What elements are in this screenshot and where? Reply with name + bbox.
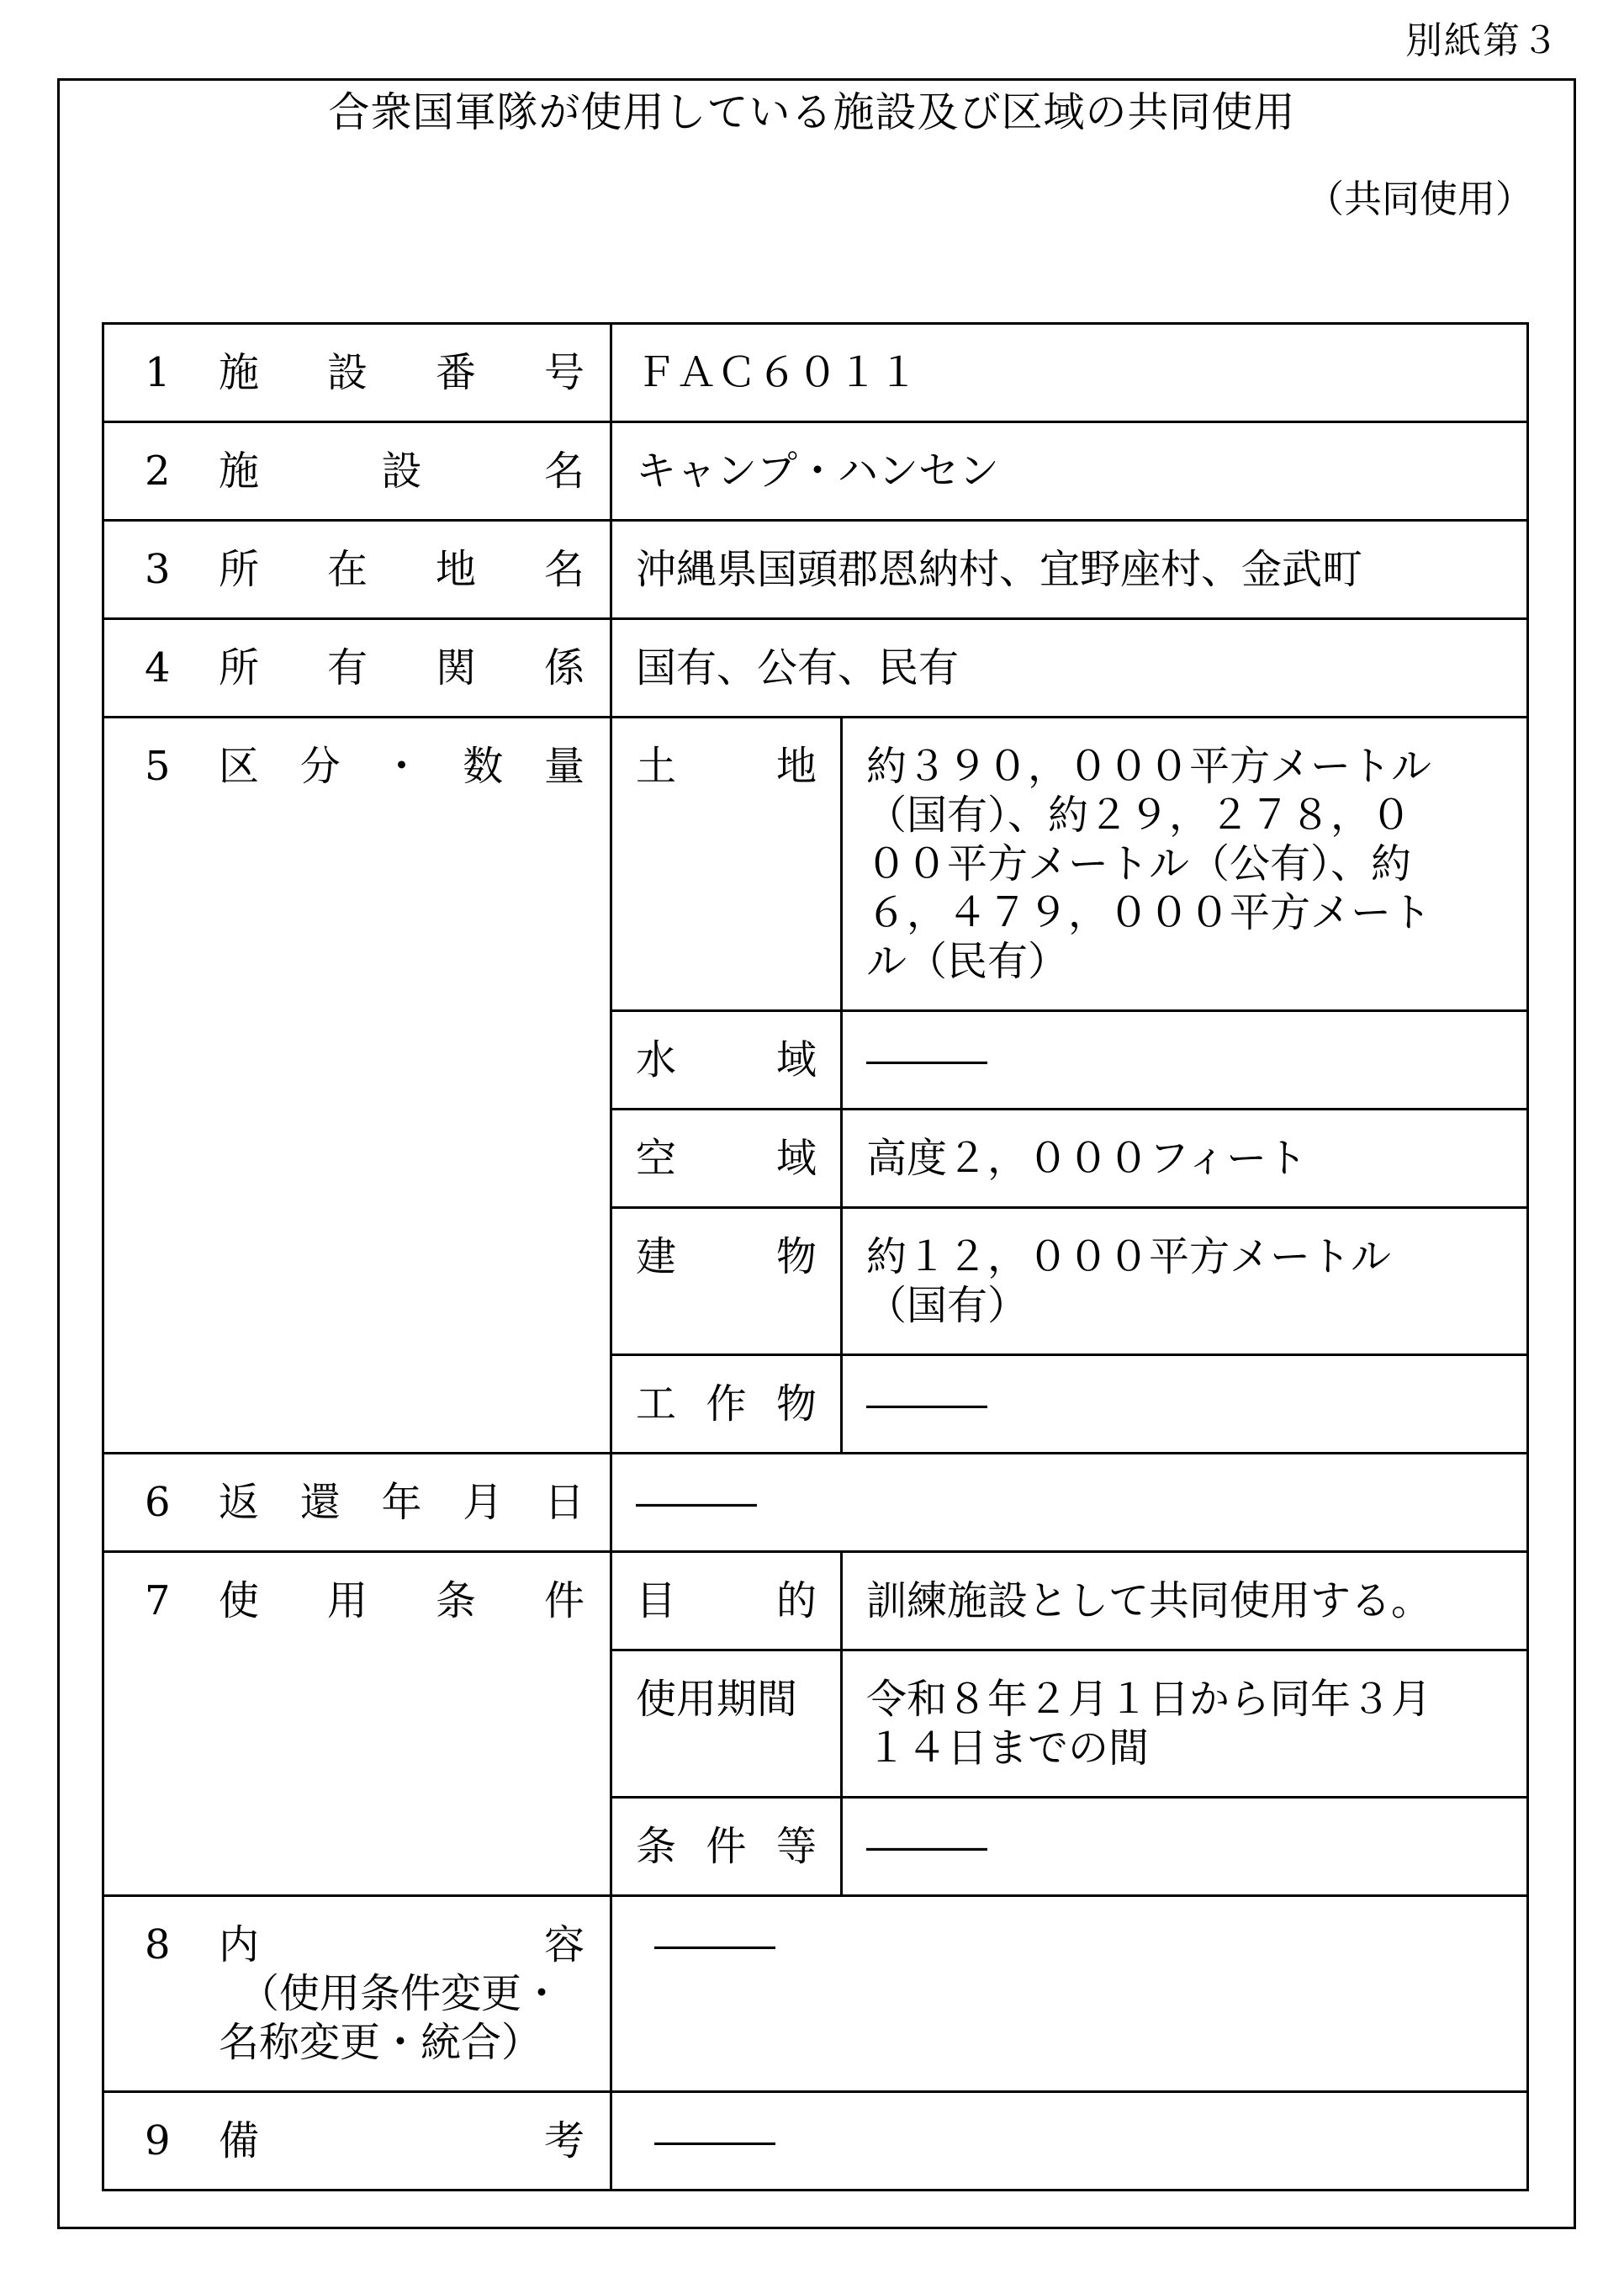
text-line: １４日までの間 bbox=[866, 1724, 1150, 1772]
value-location: 沖縄県国頭郡恩納村、宜野座村、金武町 bbox=[611, 521, 1528, 619]
row-number: 2 bbox=[145, 448, 171, 495]
document-subtitle: （共同使用） bbox=[1305, 177, 1533, 221]
value-facility-number: ＦＡＣ６０１１ bbox=[611, 324, 1528, 422]
label-char: 空 bbox=[636, 1135, 677, 1182]
label-char: 数 bbox=[463, 743, 504, 790]
row-ownership bbox=[103, 619, 1528, 718]
value-return-date bbox=[611, 1454, 1528, 1552]
value-water bbox=[842, 1011, 1528, 1110]
sublabel-period: 使用期間 bbox=[611, 1650, 842, 1798]
facility-table bbox=[102, 322, 1529, 2191]
label-char: 地 bbox=[435, 546, 476, 593]
row-number: 5 bbox=[145, 743, 171, 790]
label-char: 等 bbox=[775, 1823, 817, 1870]
label-char: ・ bbox=[381, 743, 422, 790]
label-usage-conditions bbox=[103, 1552, 611, 1896]
label-char: 返 bbox=[219, 1479, 260, 1526]
label-char: 号 bbox=[543, 349, 585, 396]
label-char: 設 bbox=[381, 448, 422, 495]
label-char: 施 bbox=[219, 448, 260, 495]
document-title: 合衆国軍隊が使用している施設及び区域の共同使用 bbox=[328, 88, 1296, 136]
label-char: 考 bbox=[543, 2117, 585, 2164]
row-usage-purpose bbox=[103, 1552, 1528, 1650]
sublabel-water bbox=[611, 1011, 842, 1110]
label-char: 工 bbox=[636, 1380, 677, 1428]
label-facility-number bbox=[103, 324, 611, 422]
label-char: 内 bbox=[219, 1921, 260, 1968]
value-contents bbox=[611, 1896, 1528, 2092]
contents-note-line: （使用条件変更・ bbox=[239, 1970, 563, 2017]
label-category-quantity bbox=[103, 718, 611, 1454]
label-char: 施 bbox=[219, 349, 260, 396]
label-char: 的 bbox=[775, 1577, 817, 1624]
text-line: 約１２，０００平方メートル bbox=[866, 1233, 1392, 1280]
row-facility-name bbox=[103, 422, 1528, 521]
sublabel-conditions bbox=[611, 1798, 842, 1896]
label-char: 年 bbox=[381, 1479, 422, 1526]
text-line: ６，４７９，０００平方メート bbox=[866, 889, 1432, 936]
label-return-date bbox=[103, 1454, 611, 1552]
value-purpose: 訓練施設として共同使用する。 bbox=[842, 1552, 1528, 1650]
row-remarks bbox=[103, 2092, 1528, 2191]
row-return-date bbox=[103, 1454, 1528, 1552]
sublabel-land bbox=[611, 718, 842, 1011]
dash-mark: ――― bbox=[654, 2117, 775, 2164]
row-number: 4 bbox=[145, 644, 171, 691]
text-line: （国有） bbox=[866, 1282, 1029, 1329]
label-char: 用 bbox=[326, 1577, 368, 1624]
value-building bbox=[842, 1208, 1528, 1355]
label-char: 物 bbox=[775, 1233, 817, 1280]
row-number: 9 bbox=[145, 2117, 171, 2164]
row-facility-number bbox=[103, 324, 1528, 422]
contents-note-line: 名称変更・統合） bbox=[219, 2019, 542, 2066]
label-char: 番 bbox=[435, 349, 476, 396]
label-char: 建 bbox=[636, 1233, 677, 1280]
label-char: 条 bbox=[636, 1823, 677, 1870]
label-char: 域 bbox=[775, 1135, 817, 1182]
label-char: 件 bbox=[706, 1823, 747, 1870]
label-char: 名 bbox=[543, 448, 585, 495]
label-remarks bbox=[103, 2092, 611, 2191]
label-char: 所 bbox=[219, 644, 260, 691]
label-facility-name bbox=[103, 422, 611, 521]
label-char: 区 bbox=[219, 743, 260, 790]
label-char: 条 bbox=[435, 1577, 476, 1624]
label-char: 在 bbox=[326, 546, 368, 593]
text-line: 約３９０，０００平方メートル bbox=[866, 743, 1432, 790]
label-char: 土 bbox=[636, 743, 677, 790]
row-location bbox=[103, 521, 1528, 619]
label-char: 月 bbox=[463, 1479, 504, 1526]
label-char: 地 bbox=[775, 743, 817, 790]
label-char: 使 bbox=[219, 1577, 260, 1624]
text-line: ル（民有） bbox=[866, 938, 1069, 985]
label-char: 所 bbox=[219, 546, 260, 593]
value-conditions bbox=[842, 1798, 1528, 1896]
label-ownership bbox=[103, 619, 611, 718]
row-number: 1 bbox=[145, 349, 171, 396]
value-land bbox=[842, 718, 1528, 1011]
value-airspace: 高度２，０００フィート bbox=[842, 1110, 1528, 1208]
label-char: 容 bbox=[543, 1921, 585, 1968]
sublabel-airspace bbox=[611, 1110, 842, 1208]
row-number: 8 bbox=[145, 1921, 171, 1968]
value-ownership: 国有、公有、民有 bbox=[611, 619, 1528, 718]
label-char: 還 bbox=[299, 1479, 341, 1526]
row-contents bbox=[103, 1896, 1528, 2092]
attachment-label: 別紙第３ bbox=[1405, 19, 1560, 62]
value-period bbox=[842, 1650, 1528, 1798]
label-contents bbox=[103, 1896, 611, 2092]
label-char: 水 bbox=[636, 1036, 677, 1083]
label-char: 名 bbox=[543, 546, 585, 593]
row-number: 6 bbox=[145, 1479, 171, 1526]
sublabel-purpose bbox=[611, 1552, 842, 1650]
text-line: 令和８年２月１日から同年３月 bbox=[866, 1676, 1432, 1723]
text-line: （国有）、約２９，２７８，０ bbox=[866, 792, 1412, 839]
label-char: 目 bbox=[636, 1577, 677, 1624]
dash-mark: ――― bbox=[636, 1479, 757, 1526]
row-category-land bbox=[103, 718, 1528, 1011]
label-char: 日 bbox=[543, 1479, 585, 1526]
label-char: 域 bbox=[775, 1036, 817, 1083]
row-number: 7 bbox=[145, 1577, 171, 1624]
row-number: 3 bbox=[145, 546, 171, 593]
label-char: 件 bbox=[543, 1577, 585, 1624]
label-char: 物 bbox=[775, 1380, 817, 1428]
label-char: 設 bbox=[326, 349, 368, 396]
label-char: 備 bbox=[219, 2117, 260, 2164]
dash-mark: ――― bbox=[866, 1823, 987, 1870]
value-remarks bbox=[611, 2092, 1528, 2191]
label-location bbox=[103, 521, 611, 619]
label-char: 作 bbox=[706, 1380, 747, 1428]
value-facility-name: キャンプ・ハンセン bbox=[611, 422, 1528, 521]
sublabel-building bbox=[611, 1208, 842, 1355]
label-char: 係 bbox=[543, 644, 585, 691]
label-char: 有 bbox=[326, 644, 368, 691]
label-char: 量 bbox=[543, 743, 585, 790]
sublabel-structure bbox=[611, 1355, 842, 1454]
value-structure bbox=[842, 1355, 1528, 1454]
dash-mark: ――― bbox=[654, 1921, 775, 1968]
label-char: 関 bbox=[435, 644, 476, 691]
dash-mark: ――― bbox=[866, 1380, 987, 1428]
dash-mark: ――― bbox=[866, 1036, 987, 1083]
text-line: ００平方メートル（公有）、約 bbox=[866, 840, 1412, 887]
label-char: 分 bbox=[299, 743, 341, 790]
